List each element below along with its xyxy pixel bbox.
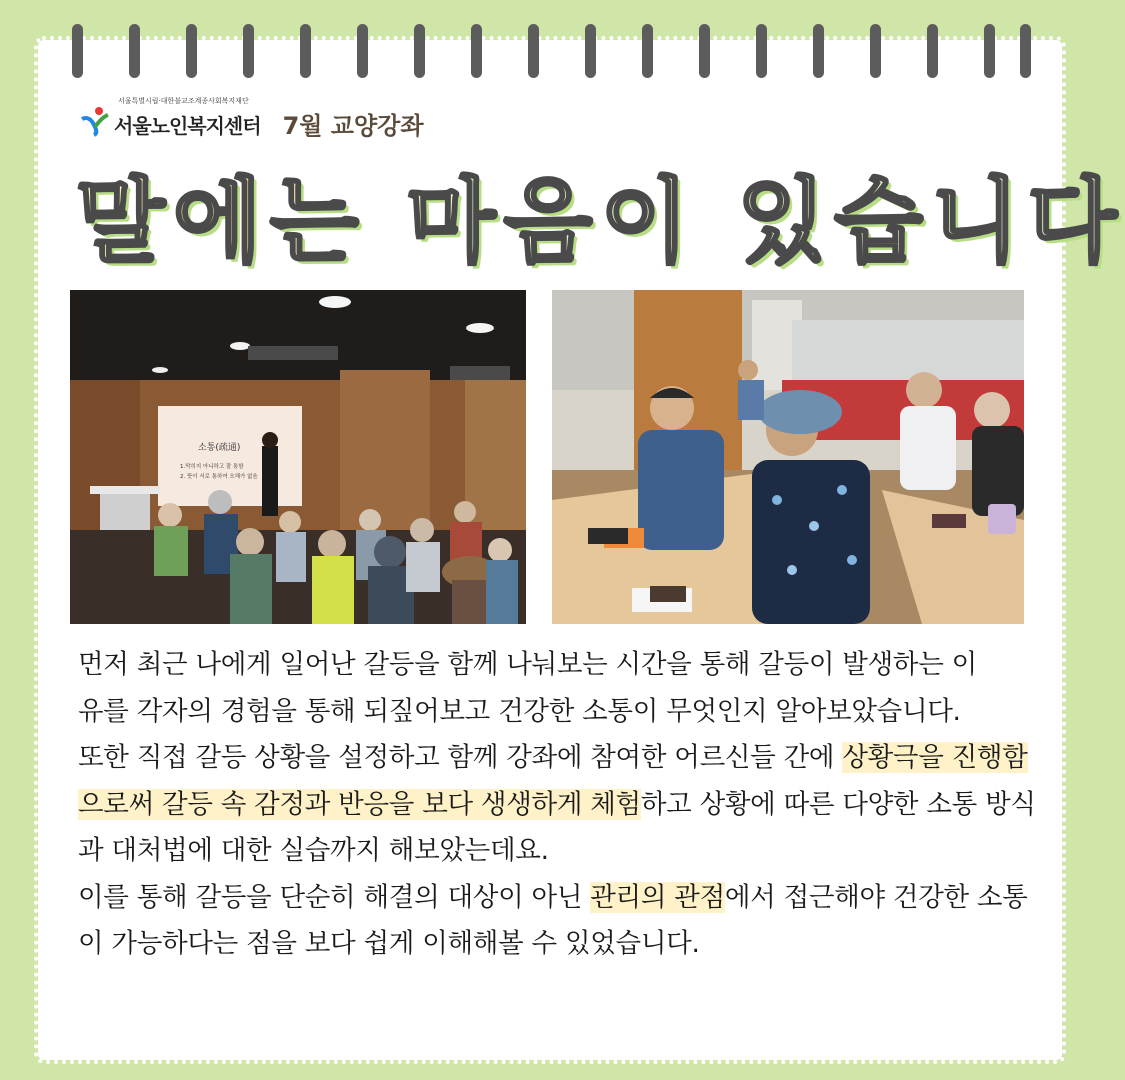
binder-hole bbox=[1020, 24, 1031, 78]
title-word-3: 있습니다 bbox=[737, 168, 1125, 275]
binder-holes bbox=[72, 24, 1032, 84]
paragraph-3 bbox=[78, 875, 1043, 968]
binder-hole bbox=[129, 24, 140, 78]
binder-hole bbox=[300, 24, 311, 78]
slide-line-1: 1.막히지 아니하고 잘 통함 bbox=[180, 464, 244, 470]
binder-hole bbox=[186, 24, 197, 78]
title-word-2: 마음이 bbox=[406, 168, 698, 275]
binder-hole bbox=[927, 24, 938, 78]
binder-hole bbox=[357, 24, 368, 78]
paragraph-2 bbox=[78, 735, 1038, 875]
binder-hole bbox=[984, 24, 995, 78]
binder-hole bbox=[243, 24, 254, 78]
paragraph-2-start: 또한 직접 갈등 상황을 설정하고 함께 강좌에 참여한 어르신들 간에 bbox=[78, 742, 843, 773]
binder-hole bbox=[414, 24, 425, 78]
logo-name: 서울노인복지센터 bbox=[114, 113, 261, 138]
binder-hole bbox=[528, 24, 539, 78]
series-label: 7월 교양강좌 bbox=[282, 111, 424, 140]
binder-hole bbox=[72, 24, 83, 78]
binder-hole bbox=[813, 24, 824, 78]
paragraph-2-end: 하고 상황에 따른 다양한 소통 방식과 대처법에 대한 실습까지 해보았는데요. bbox=[78, 788, 1036, 866]
binder-hole bbox=[585, 24, 596, 78]
logo-subtitle: 서울특별시립·대한불교조계종사회복지재단 bbox=[118, 97, 249, 105]
binder-hole bbox=[870, 24, 881, 78]
highlight-management: 관리의 관점 bbox=[590, 881, 725, 913]
binder-hole bbox=[756, 24, 767, 78]
paragraph-1: 먼저 최근 나에게 일어난 갈등을 함께 나눠보는 시간을 통해 갈등이 발생하는 이유를 각자의 경험을 통해 되짚어보고 건강한 소통이 무엇인지 알아보았습니다. bbox=[78, 649, 977, 727]
header bbox=[80, 97, 424, 140]
page-title bbox=[76, 148, 1125, 278]
binder-hole bbox=[642, 24, 653, 78]
lecture-hall-photo bbox=[70, 290, 526, 624]
paragraph-3-end: 에서 접근해야 건강한 소통이 가능하다는 점을 보다 쉽게 이해해볼 수 있었습니다. bbox=[78, 881, 1028, 959]
slide-title: 소통(疏通) bbox=[198, 443, 241, 453]
participants-photo bbox=[552, 290, 1024, 624]
highlight-roleplay: 상황극을 진행함으로써 갈등 속 감정과 반응을 보다 생생하게 체험 bbox=[78, 742, 1028, 820]
logo-icon bbox=[80, 105, 110, 135]
paragraph-3-start: 이를 통해 갈등을 단순히 해결의 대상이 아닌 bbox=[78, 881, 591, 913]
title-word-1: 말에는 bbox=[76, 168, 367, 275]
binder-hole bbox=[699, 24, 710, 78]
slide-line-2: 2. 뜻이 서로 통하여 오해가 없음 bbox=[180, 474, 258, 480]
body-text bbox=[78, 642, 1038, 968]
binder-hole bbox=[471, 24, 482, 78]
